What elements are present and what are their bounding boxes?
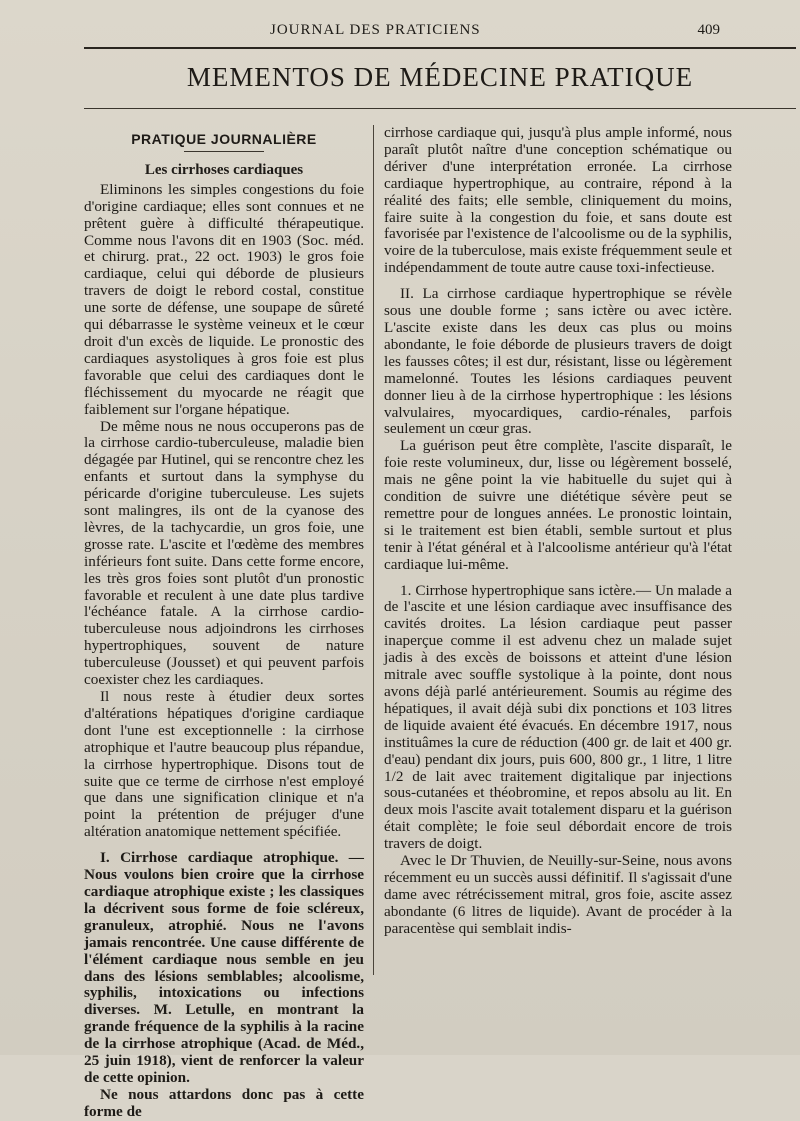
page-number: 409 <box>697 22 720 38</box>
paragraph: Avec le Dr Thuvien, de Neuilly-sur-Seine, nous avons récemment eu un succès aussi définitif. Il s'agissait d'une dame avec rétrécissement mitral, gros foie, ascite assez abondante (6 litres de liquide). Avant de procéder à la paracentèse qui semblait indis- <box>384 852 732 937</box>
title-rule <box>84 108 796 109</box>
paragraph: Ne nous attardons donc pas à cette forme de <box>84 1085 364 1120</box>
article-title: Les cirrhoses cardiaques <box>144 161 304 178</box>
paragraph: De même nous ne nous occuperons pas de la cirrhose cardio-tuberculeuse, maladie bien dégagée par Hutinel, qui se rencontre chez les enfants et surtout dans la symphyse du péricarde d'origine tuberculeuse. Les sujets sont malingres, ils ont de la cyanose des lèvres, de la tachycardie, un gros foie, une grosse rate. L'ascite et l'œdème des membres inférieurs font suite. Dans cette forme encore, les très gros foies sont plutôt d'un pronostic favorable et reculent à une date plus tardive l'échéance fatale. A la cirrhose cardio-tuberculeuse nous adjoindrons les cirrhoses hypertrophiques, souvent de nature tuberculeuse (Jousset) et qui peuvent parfois coexister chez les cardiaques. <box>84 417 364 689</box>
paragraph: La guérison peut être complète, l'ascite disparaît, le foie reste volumineux, dur, lisse ou légèrement bosselé, mais ne gêne point la vie habituelle du sujet qui à condition de suivre une diététique sévère peut se remettre pour de longues années. Le pronostic lointain, si le traitement est bien établi, semble surtout et plus tenir à l'état général et à l'alcoolisme antérieur qu'à l'état cardiaque lui-même. <box>384 437 732 573</box>
header-rule <box>84 47 796 49</box>
paragraph-hypertrophic-cirrhosis: II. La cirrhose cardiaque hypertrophique se révèle sous une double forme ; sans ictère ou avec ictère. L'ascite existe dans les deux cas plus ou moins abondante, le foie déborde de plusieurs travers de doigt les fausses côtes; il est dur, résistant, lisse ou légèrement mamelonné. Toutes les lésions cardiaques peuvent donner lieu à de la cirrhose hypertrophique : les lésions valvulaires, myocardiques, cardio-rénales, parfois seulement un cœur gras. <box>384 285 732 438</box>
rubric-heading: PRATIQUE JOURNALIÈRE <box>131 131 317 147</box>
running-head <box>0 22 800 44</box>
left-column <box>84 125 364 1121</box>
paragraph: Eliminons les simples congestions du foie d'origine cardiaque; elles sont connues et ne prêtent guère à difficulté thérapeutique. Comme nous l'avons dit en 1903 (Soc. méd. et chirurg. prat., 22 oct. 1903) le gros foie cardiaque, celui qui déborde de plusieurs travers de doigt le rebord costal, constitue une sorte de défense, une soupape de sûreté qui débarrasse le système veineux et le cœur droit d'un excès de liquide. Le pronostic des cardiaques asystoliques à gros foie est plus favorable que celui des cardiaques dont le fléchissement du myocarde ne réagit que faiblement sur l'organe hépatique. <box>84 180 364 418</box>
right-column <box>384 125 732 938</box>
section-title: MEMENTOS DE MÉDECINE PRATIQUE <box>186 62 694 92</box>
rubric-rule <box>184 151 264 152</box>
paragraph: cirrhose cardiaque qui, jusqu'à plus ample informé, nous paraît plutôt naître d'une conception schématique ou dériver d'une interprétation erronée. La cirrhose cardiaque hypertrophique, au contraire, répond à la réalité des faits; elle semble, cliniquement du moins, faire suite à la congestion du foie, et sans doute est favorisée par l'existence de l'alcoolisme ou de la syphilis, voire de la tuberculose, mais existe fréquemment seule et indépendamment de toute autre cause toxi-infectieuse. <box>384 124 732 277</box>
paragraph-atrophic-cirrhosis: I. Cirrhose cardiaque atrophique. — Nous voulons bien croire que la cirrhose cardiaque atrophique existe ; les classiques la décrivent sous forme de foie scléreux, granuleux, atrophié. Nous ne l'avons jamais rencontrée. Une cause différente de l'élément cardiaque nous semble en jeu dans des lésions semblables; alcoolisme, syphilis, intoxications ou infections diverses. M. Letulle, en montrant la grande fréquence de la syphilis à la racine de la cirrhose atrophique (Acad. de Méd., 25 juin 1918), vient de renforcer la valeur de cette opinion. <box>84 849 364 1086</box>
paragraph-case-sans-ictere: 1. Cirrhose hypertrophique sans ictère.— Un malade a de l'ascite et une lésion cardiaque avec insuffisance des cavités droites. La lésion cardiaque peut passer inaperçue comme il est advenu chez un malade sujet jadis à des excès de boissons et atteint d'une lésion mitrale avec souffle systolique à la pointe, dont nous avons déjà parlé antérieurement. Soumis au régime des hépatiques, il avait déjà subi dix ponctions et 103 litres de liquide avaient été évacués. En décembre 1917, nous instituâmes la cure de réduction (400 gr. de lait et 400 gr. d'eau) pendant dix jours, puis 600, 800 gr., 1 litre, 1 litre 1/2 de lait avec traitement digitalique par injections sous-cutanées et théobromine, et repos absolu au lit. En deux mois l'ascite avait totalement disparu et la guérison était complète; le foie seul débordait encore de trois travers de doigt. <box>384 581 732 853</box>
paragraph: Il nous reste à étudier deux sortes d'altérations hépatiques d'origine cardiaque dont l'une est exceptionnelle : la cirrhose atrophique et l'autre beaucoup plus répandue, la cirrhose hypertrophique. Disons tout de suite que ce terme de cirrhose n'est employé que dans une signification clinique et n'a point la prétention de préjuger d'une altération anatomique nettement spécifiée. <box>84 688 364 841</box>
column-separator <box>373 125 374 975</box>
journal-name: JOURNAL DES PRATICIENS <box>270 22 481 38</box>
